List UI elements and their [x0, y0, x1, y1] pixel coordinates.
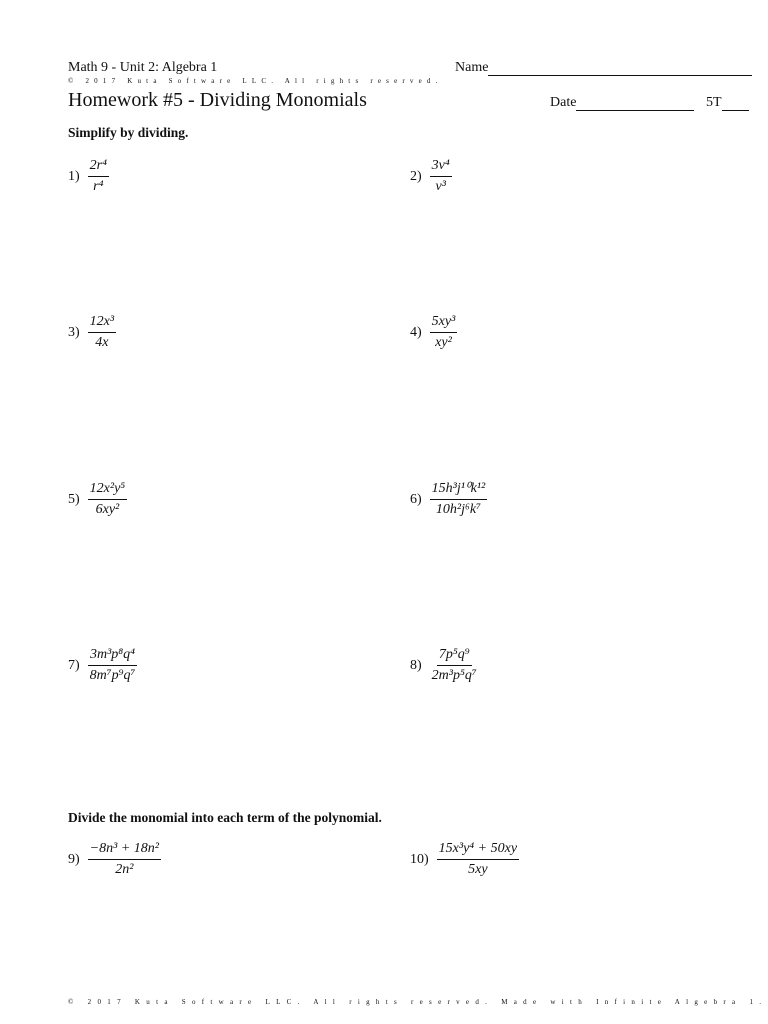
problem-number: 7)	[68, 657, 80, 673]
numerator: 3m³p⁸q⁴	[88, 647, 137, 666]
problem	[410, 647, 479, 684]
denominator: 2m³p⁵q⁷	[431, 668, 477, 683]
footer-copyright: © 2017 Kuta Software LLC. All rights reserved. Made with Infinite Algebra 1.	[68, 998, 768, 1006]
fraction	[88, 647, 138, 684]
denominator: v³	[435, 179, 446, 194]
numerator: 15h³j¹⁰k¹²	[430, 481, 488, 500]
numerator: 12x²y⁵	[88, 481, 128, 500]
problem-number: 1)	[68, 168, 80, 184]
problem	[410, 481, 487, 518]
denominator: 6xy²	[95, 502, 120, 517]
problem-number: 4)	[410, 324, 422, 340]
class-field[interactable]	[706, 95, 749, 111]
fraction	[88, 314, 116, 351]
numerator: 12x³	[88, 314, 116, 333]
denominator: 2n²	[115, 862, 134, 877]
problem-number: 2)	[410, 168, 422, 184]
problem	[68, 158, 109, 195]
date-field[interactable]	[550, 95, 694, 111]
date-blank[interactable]	[576, 96, 694, 111]
name-field[interactable]	[455, 60, 752, 76]
problem-number: 9)	[68, 851, 80, 867]
problem-number: 5)	[68, 491, 80, 507]
problem	[410, 841, 519, 878]
fraction	[88, 841, 161, 878]
problem	[68, 314, 116, 351]
copyright-notice: © 2017 Kuta Software LLC. All rights reserved.	[68, 77, 443, 85]
problem	[410, 314, 457, 351]
denominator: 4x	[95, 335, 109, 350]
course-title: Math 9 - Unit 2: Algebra 1	[68, 60, 218, 75]
problem-number: 3)	[68, 324, 80, 340]
class-label: 5T	[706, 95, 722, 110]
numerator: 7p⁵q⁹	[437, 647, 472, 666]
class-blank[interactable]	[722, 96, 749, 111]
fraction	[430, 481, 488, 518]
fraction	[430, 314, 458, 351]
name-label: Name	[455, 60, 489, 75]
fraction	[437, 841, 519, 878]
denominator: 5xy	[468, 862, 488, 877]
worksheet-title: Homework #5 - Dividing Monomials	[68, 89, 367, 111]
denominator: 8m⁷p⁹q⁷	[89, 668, 136, 683]
section-instruction: Divide the monomial into each term of the polynomial.	[68, 810, 382, 825]
numerator: 5xy³	[430, 314, 458, 333]
problem-number: 8)	[410, 657, 422, 673]
fraction	[430, 158, 452, 195]
problem-number: 10)	[410, 851, 429, 867]
denominator: xy²	[435, 335, 452, 350]
problem	[410, 158, 452, 195]
fraction	[430, 647, 479, 684]
fraction	[88, 158, 109, 195]
problem-number: 6)	[410, 491, 422, 507]
problem	[68, 481, 127, 518]
denominator: 10h²j⁶k⁷	[435, 502, 481, 517]
fraction	[88, 481, 128, 518]
name-blank[interactable]	[488, 61, 752, 76]
denominator: r⁴	[93, 179, 104, 194]
numerator: 2r⁴	[88, 158, 109, 177]
numerator: 3v⁴	[430, 158, 452, 177]
numerator: 15x³y⁴ + 50xy	[437, 841, 519, 860]
date-label: Date	[550, 95, 577, 110]
problem	[68, 841, 161, 878]
numerator: −8n³ + 18n²	[88, 841, 161, 860]
problem	[68, 647, 137, 684]
section-instruction: Simplify by dividing.	[68, 125, 189, 140]
